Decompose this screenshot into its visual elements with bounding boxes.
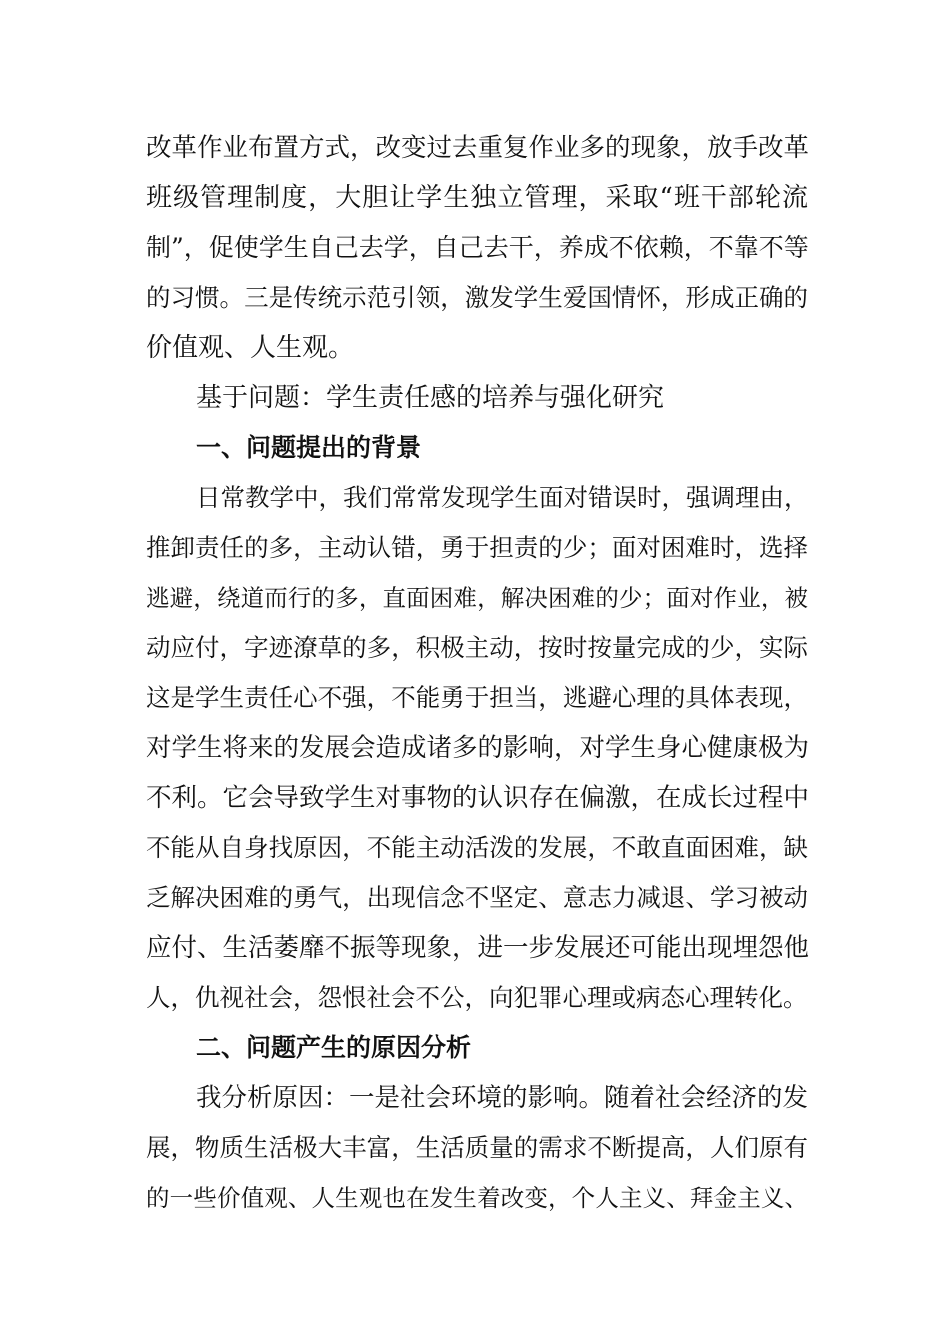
paragraph-line: 的一些价值观、人生观也在发生着改变，个人主义、拜金主义、 (146, 1184, 808, 1212)
paragraph-line: 的习惯。三是传统示范引领，激发学生爱国情怀，形成正确的 (146, 283, 808, 312)
paragraph-line: 推卸责任的多，主动认错，勇于担责的少；面对困难时，选择 (146, 533, 808, 562)
paragraph-line: 逃避，绕道而行的多，直面困难，解决困难的少；面对作业，被 (146, 584, 808, 612)
topic-line: 基于问题：学生责任感的培养与强化研究 (196, 383, 665, 413)
paragraph-line: 班级管理制度，大胆让学生独立管理，采取“班干部轮流 (146, 183, 808, 213)
paragraph-line: 不利。它会导致学生对事物的认识存在偏激，在成长过程中 (146, 783, 810, 813)
paragraph-line: 动应付，字迹潦草的多，积极主动，按时按量完成的少，实际 (146, 633, 808, 662)
section-heading-background: 一、问题提出的背景 (196, 433, 422, 462)
section-heading-causes: 二、问题产生的原因分析 (196, 1033, 472, 1062)
paragraph-line: 制”，促使学生自己去学，自己去干，养成不依赖，不靠不等 (146, 233, 809, 262)
paragraph-line: 不能从自身找原因，不能主动活泼的发展，不敢直面困难，缺 (146, 833, 808, 862)
paragraph-line: 展，物质生活极大丰富，生活质量的需求不断提高，人们原有 (146, 1133, 808, 1162)
paragraph-line: 人，仇视社会，怨恨社会不公，向犯罪心理或病态心理转化。 (146, 983, 808, 1012)
paragraph-line: 应付、生活萎靡不振等现象，进一步发展还可能出现埋怨他 (146, 933, 810, 963)
paragraph-line: 乏解决困难的勇气，出现信念不坚定、意志力减退、学习被动 (146, 883, 808, 912)
paragraph-line: 我分析原因：一是社会环境的影响。随着社会经济的发 (196, 1083, 809, 1113)
paragraph-line: 对学生将来的发展会造成诸多的影响，对学生身心健康极为 (146, 733, 810, 763)
paragraph-line: 价值观、人生观。 (146, 333, 355, 363)
paragraph-line: 这是学生责任心不强，不能勇于担当，逃避心理的具体表现， (146, 683, 808, 712)
paragraph-line: 改革作业布置方式，改变过去重复作业多的现象，放手改革 (146, 133, 810, 163)
paragraph-line: 日常教学中，我们常常发现学生面对错误时，强调理由， (196, 483, 809, 512)
